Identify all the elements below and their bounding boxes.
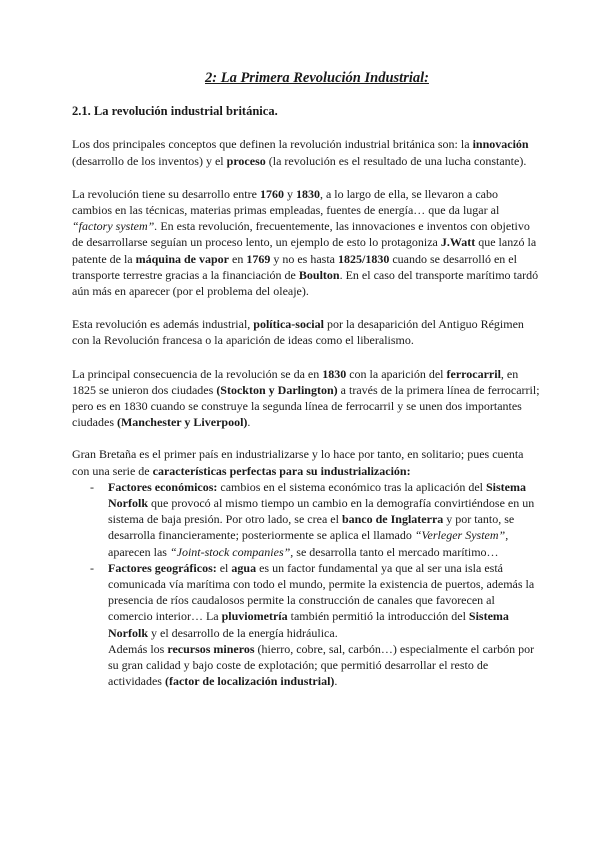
chapter-title: 2: La Primera Revolución Industrial: bbox=[205, 70, 429, 86]
paragraph-development: La revolución tiene su desarrollo entre 1760 y 1830, a lo largo de ella, se llevaron a cabo cambios en las técnicas, materias primas empleadas, fuentes de energía… que da lugar al “factory system”. En esta revolución, frecuentemente, las innovaciones e inventos con objetivo de desarrollarse seguían un proceso lento, un ejemplo de esto lo protagoniza J.Watt que lanzó la patente de la máquina de vapor en 1769 y no es hasta 1825/1830 cuando se desarrolló en el transporte terrestre gracias a la financiación de Boulton. En el caso del transporte marítimo tardó aún más en aparecer (por el problema del oleaje). bbox=[72, 186, 539, 299]
paragraph-great-britain: Gran Bretaña es el primer país en industrializarse y lo hace por tanto, en solitario; pues cuenta con una serie de características perfectas para su industrialización: bbox=[72, 447, 524, 478]
paragraph-railway: La principal consecuencia de la revolución se da en 1830 con la aparición del ferrocarril, en 1825 se unieron dos ciudades (Stockton y Darlington) a través de la primera línea de ferrocarril; pero es en 1830 cuando se construye la segunda línea de ferrocarril y se unen dos importantes ciudades (Manchester y Liverpool). bbox=[72, 366, 540, 430]
factors-list bbox=[72, 479, 540, 690]
list-item-geographic-factors: - Factores geográficos: el agua es un factor fundamental ya que al ser una isla está comunicada vía marítima con todo el mundo, permite la existencia de puertos, además la presencia de ríos caudalosos permite la construcción de canales que favorecen al comercio interior… La pluviometría también permitió la introducción del Sistema Norfolk y el desarrollo de la energía hidráulica. Además los recursos mineros (hierro, cobre, sal, carbón…) especialmente el carbón por su gran calidad y bajo coste de explotación; que permitió desarrollar el resto de actividades (factor de localización industrial). bbox=[90, 560, 535, 689]
paragraph-political-social: Esta revolución es además industrial, política-social por la desaparición del Antiguo Régimen con la Revolución francesa o la aparición de ideas como el liberalismo. bbox=[72, 317, 524, 348]
section-heading: 2.1. La revolución industrial británica. bbox=[72, 104, 278, 119]
bullet-dash: - bbox=[90, 560, 94, 575]
paragraph-concepts: Los dos principales conceptos que definen la revolución industrial británica son: la innovación (desarrollo de los inventos) y el proceso (la revolución es el resultado de una lucha constante). bbox=[72, 137, 529, 168]
list-item-economic-factors: - Factores económicos: cambios en el sistema económico tras la aplicación del Sistema Norfolk que provocó al mismo tiempo un cambio en la demografía convirtiéndose en un sistema de baja presión. Por otro lado, se crea el banco de Inglaterra y por tanto, se desarrolla financieramente; posteriormente se aplica el llamado “Verleger System”, aparecen las “Joint-stock companies”, se desarrolla tanto el mercado marítimo… bbox=[90, 479, 535, 559]
bullet-dash: - bbox=[90, 479, 94, 494]
